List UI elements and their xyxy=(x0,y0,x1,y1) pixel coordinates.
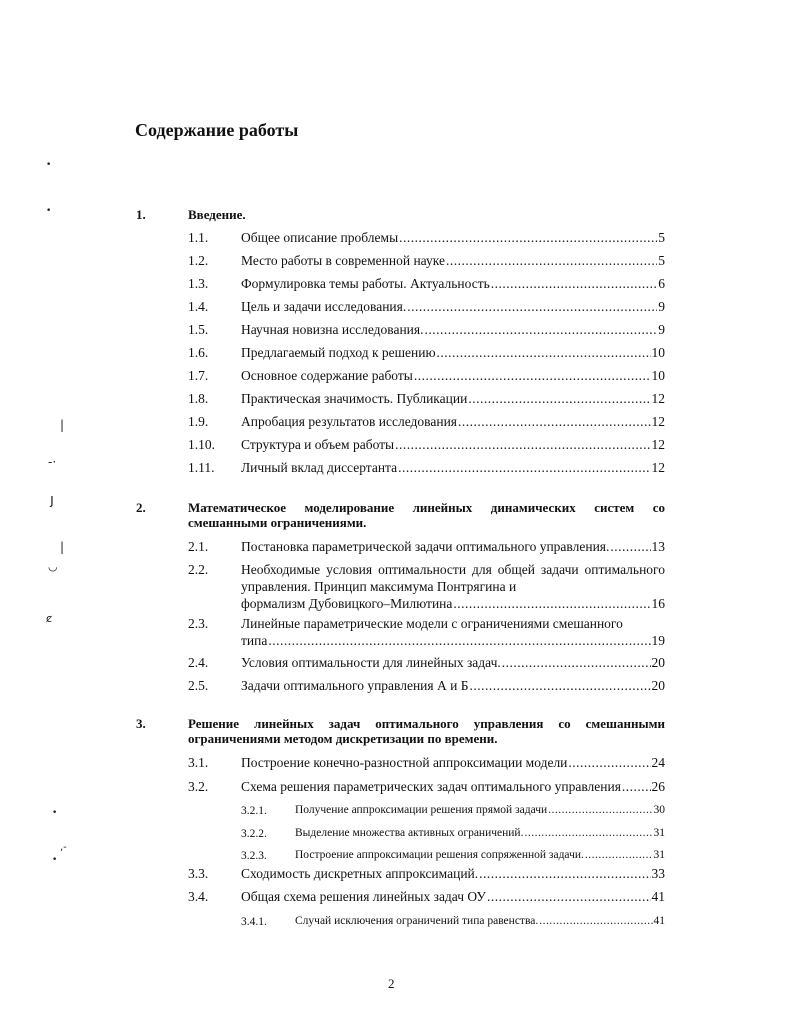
dot-leader xyxy=(437,344,651,362)
section-2-title: Математическое моделирование линейных динамических систем со смешанными ограничениями. xyxy=(188,500,665,530)
toc-item-page: 10 xyxy=(651,345,665,360)
scan-artifact: • xyxy=(52,808,58,818)
dot-leader xyxy=(568,754,650,772)
toc-item[interactable] xyxy=(241,778,665,796)
toc-item-text: Построение аппроксимации решения сопряженной задачи. xyxy=(295,849,584,861)
toc-item-number: 1.10. xyxy=(188,437,215,452)
toc-item-text: Схема решения параметрических задач оптимального управления xyxy=(241,779,621,794)
toc-subitem-number: 3.2.3. xyxy=(241,850,267,862)
toc-item-text: Личный вклад диссертанта xyxy=(241,460,398,475)
scan-artifact: • xyxy=(46,206,52,216)
toc-item-number: 1.6. xyxy=(188,345,209,360)
toc-item-text: Выделение множества активных ограничений. xyxy=(295,827,524,839)
toc-item-number: 2.5. xyxy=(188,678,209,693)
scan-artifact: | xyxy=(60,540,65,554)
toc-item-page: 9 xyxy=(658,322,665,337)
toc-item-text: Общее описание проблемы xyxy=(241,230,399,245)
toc-item-number: 1.5. xyxy=(188,322,209,337)
toc-item-number: 1.2. xyxy=(188,253,209,268)
toc-item[interactable] xyxy=(241,888,665,906)
scan-artifact: • xyxy=(46,160,52,170)
toc-item[interactable] xyxy=(241,390,665,408)
dot-leader xyxy=(395,436,650,454)
toc-subitem-number: 3.2.2. xyxy=(241,828,267,840)
toc-item-number: 1.1. xyxy=(188,230,209,245)
toc-item-page: 6 xyxy=(658,276,665,291)
toc-item[interactable] xyxy=(241,275,665,293)
dot-leader xyxy=(268,632,650,649)
toc-item-page: 13 xyxy=(651,539,665,554)
toc-item-page: 10 xyxy=(651,368,665,383)
toc-item[interactable] xyxy=(241,654,665,672)
toc-item-number: 3.3. xyxy=(188,866,209,881)
toc-item[interactable] xyxy=(241,298,665,316)
toc-item-number: 3.1. xyxy=(188,755,209,770)
toc-item[interactable] xyxy=(241,413,665,431)
toc-item-number: 1.7. xyxy=(188,368,209,383)
dot-leader xyxy=(446,252,657,270)
toc-item-text: Цель и задачи исследования. xyxy=(241,299,407,314)
page-title: Содержание работы xyxy=(135,120,299,140)
toc-item-number: 2.2. xyxy=(188,562,209,577)
toc-item-text: Место работы в современной науке xyxy=(241,253,445,268)
toc-item[interactable] xyxy=(241,252,665,270)
toc-item[interactable] xyxy=(241,367,665,385)
toc-item[interactable] xyxy=(241,538,665,556)
toc-item-number: 1.4. xyxy=(188,299,209,314)
toc-item-number: 2.1. xyxy=(188,539,209,554)
scan-artifact: ȼ xyxy=(46,612,53,625)
toc-item-page: 33 xyxy=(651,866,665,881)
toc-item-text: Линейные параметрические модели с ограничениями смешанного xyxy=(241,616,623,631)
dot-leader xyxy=(425,321,658,339)
toc-item[interactable] xyxy=(241,677,665,695)
toc-item-last-line xyxy=(241,632,665,649)
toc-item-page: 9 xyxy=(658,299,665,314)
dot-leader xyxy=(585,846,653,864)
toc-item-text: Получение аппроксимации решения прямой задачи xyxy=(295,804,548,816)
toc-item-text: Постановка параметрической задачи оптимального управления. xyxy=(241,539,610,554)
toc-item-last-line xyxy=(241,595,665,612)
toc-item-number: 3.4. xyxy=(188,889,209,904)
toc-item-text: Общая схема решения линейных задач ОУ xyxy=(241,889,486,904)
scan-artifact: ȷ xyxy=(50,492,54,508)
toc-item-page: 20 xyxy=(651,678,665,693)
dot-leader xyxy=(487,888,651,906)
dot-leader xyxy=(548,801,652,819)
toc-item-text: Формулировка темы работы. Актуальность xyxy=(241,276,490,291)
toc-item-text: Задачи оптимального управления А и Б xyxy=(241,678,469,693)
dot-leader xyxy=(407,298,657,316)
toc-item[interactable] xyxy=(241,754,665,772)
dot-leader xyxy=(491,275,657,293)
section-1-title: Введение. xyxy=(188,207,246,222)
toc-item-number: 1.11. xyxy=(188,460,215,475)
toc-item-page: 26 xyxy=(651,779,665,794)
toc-item-number: 1.9. xyxy=(188,414,209,429)
toc-item-page: 30 xyxy=(653,804,665,816)
toc-item-page: 41 xyxy=(651,889,665,904)
toc-item[interactable] xyxy=(241,344,665,362)
toc-subitem-number: 3.2.1. xyxy=(241,805,267,817)
toc-item-page: 19 xyxy=(651,633,665,648)
dot-leader xyxy=(622,778,651,796)
dot-leader xyxy=(399,229,657,247)
dot-leader xyxy=(398,459,650,477)
scan-artifact: | xyxy=(60,418,65,432)
toc-item-text: Условия оптимальности для линейных задач. xyxy=(241,655,501,670)
toc-item-page: 5 xyxy=(658,253,665,268)
toc-item-text: Апробация результатов исследования xyxy=(241,414,458,429)
toc-item-page: 31 xyxy=(653,849,665,861)
toc-item[interactable] xyxy=(241,615,665,649)
dot-leader xyxy=(458,413,650,431)
toc-subitem[interactable] xyxy=(295,912,665,930)
toc-item-text: Практическая значимость. Публикации xyxy=(241,391,468,406)
toc-item-text: Построение конечно-разностной аппроксимации модели xyxy=(241,755,568,770)
toc-item-text: формализм Дубовицкого–Милютина xyxy=(241,596,453,611)
dot-leader xyxy=(469,677,650,695)
toc-item[interactable] xyxy=(241,561,665,612)
toc-item-page: 5 xyxy=(658,230,665,245)
section-2-number: 2. xyxy=(136,500,146,515)
toc-item-number: 1.8. xyxy=(188,391,209,406)
section-3-title: Решение линейных задач оптимального управления со смешанными ограничениями методом дискретизации по времени. xyxy=(188,716,665,746)
dot-leader xyxy=(524,824,652,842)
toc-item-page: 16 xyxy=(651,596,665,611)
scan-artifact: -· xyxy=(48,455,57,469)
toc-item[interactable] xyxy=(241,865,665,883)
toc-item-text: Случай исключения ограничений типа равенства. xyxy=(295,915,539,927)
toc-item-page: 41 xyxy=(653,915,665,927)
dot-leader xyxy=(479,865,650,883)
dot-leader xyxy=(502,654,651,672)
toc-item-page: 12 xyxy=(651,460,665,475)
dot-leader xyxy=(610,538,650,556)
toc-item-text: Сходимость дискретных аппроксимаций. xyxy=(241,866,479,881)
toc-item[interactable] xyxy=(241,321,665,339)
toc-item-number: 2.4. xyxy=(188,655,209,670)
toc-item-page: 12 xyxy=(651,391,665,406)
toc-item-text: типа xyxy=(241,633,268,648)
dot-leader xyxy=(468,390,650,408)
dot-leader xyxy=(414,367,651,385)
toc-item-number: 1.3. xyxy=(188,276,209,291)
toc-item[interactable] xyxy=(241,436,665,454)
toc-item-page: 31 xyxy=(653,827,665,839)
scan-artifact: ,- xyxy=(60,842,67,853)
toc-item[interactable] xyxy=(241,229,665,247)
toc-item-text: Необходимые условия оптимальности для общей задачи оптимального управления. Принцип максимума Понтрягина и xyxy=(241,562,665,594)
page-number: 2 xyxy=(388,976,395,991)
toc-item-text: Предлагаемый подход к решению xyxy=(241,345,436,360)
scan-artifact: • xyxy=(52,855,58,865)
toc-item-page: 12 xyxy=(651,437,665,452)
section-3-number: 3. xyxy=(136,716,146,731)
toc-item-text: Основное содержание работы xyxy=(241,368,413,383)
section-1-number: 1. xyxy=(136,207,146,222)
toc-item[interactable] xyxy=(241,459,665,477)
toc-item-text: Структура и объем работы xyxy=(241,437,395,452)
dot-leader xyxy=(453,595,650,612)
toc-subitem-number: 3.4.1. xyxy=(241,916,267,928)
scan-artifact: ◡ xyxy=(48,560,58,573)
toc-item-number: 2.3. xyxy=(188,616,209,631)
toc-subitem[interactable] xyxy=(295,824,665,842)
toc-item-page: 24 xyxy=(651,755,665,770)
dot-leader xyxy=(539,912,652,930)
toc-item-page: 12 xyxy=(651,414,665,429)
toc-subitem[interactable] xyxy=(295,801,665,819)
toc-item-page: 20 xyxy=(651,655,665,670)
toc-item-number: 3.2. xyxy=(188,779,209,794)
toc-subitem[interactable] xyxy=(295,846,665,864)
toc-item-text: Научная новизна исследования. xyxy=(241,322,424,337)
